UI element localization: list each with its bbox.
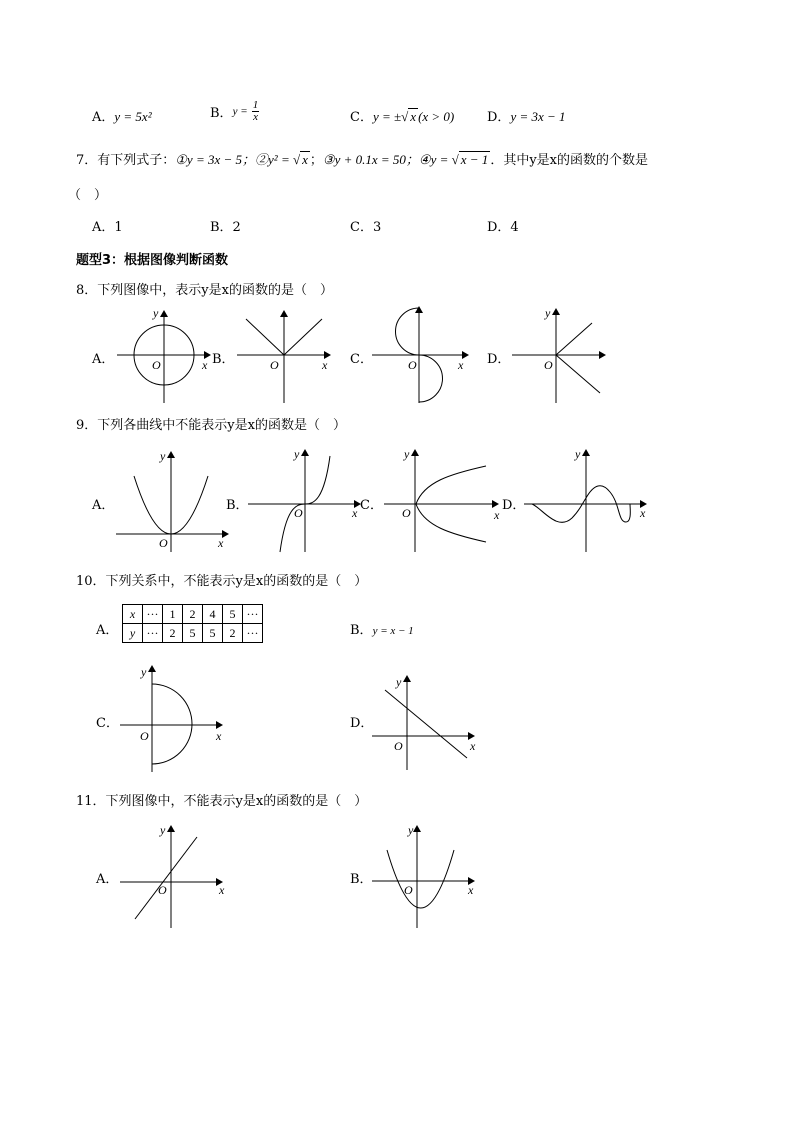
- q11-graph-a: [118, 822, 233, 930]
- q6-option-d-expr: y = 3x − 1: [510, 109, 566, 124]
- q8c-origin: O: [408, 358, 417, 372]
- q6-option-b[interactable]: [210, 100, 259, 123]
- q9a-x-label: x: [218, 536, 224, 550]
- q8-graph-a: [112, 305, 222, 405]
- q8b-origin: O: [270, 358, 279, 372]
- q6-option-b-fraction: [252, 100, 260, 123]
- q8a-origin: O: [152, 358, 161, 372]
- q8a-x-label: x: [202, 358, 208, 372]
- q11b-x-label: x: [468, 883, 474, 897]
- q6-option-a[interactable]: [92, 106, 152, 125]
- q8-option-d-label[interactable]: D．: [487, 352, 511, 367]
- q8d-origin: O: [544, 358, 553, 372]
- q9-stem: 9．下列各曲线中不能表示y是x的函数是（ ）: [76, 418, 346, 433]
- table-cell: 5: [223, 605, 243, 624]
- table-cell: 5: [183, 624, 203, 643]
- q7-stem: 7．有下列式子：①y = 3x − 5；②y² = √ x ；③y + 0.1x = 50；④y = √ x − 1 ．其中y是x的函数的个数是: [76, 152, 648, 168]
- section-heading: 题型3：根据图像判断函数: [76, 253, 229, 268]
- q11a-y-label: y: [160, 823, 166, 837]
- q7-expr-3: ③y + 0.1x = 50；: [322, 152, 419, 167]
- q9-option-d-label[interactable]: D．: [502, 498, 526, 513]
- q10-option-b-expr: y = x − 1: [372, 625, 414, 637]
- q9-graph-c: [380, 448, 500, 554]
- q7-expr-2-sep: ；: [309, 153, 323, 168]
- q9b-x-label: x: [352, 506, 358, 520]
- q9-option-c-label[interactable]: C．: [360, 498, 383, 513]
- q7-option-c[interactable]: C．3: [350, 220, 382, 235]
- q7-expr-1: ①y = 3x − 5；: [175, 152, 256, 167]
- q8a-y-label: y: [153, 306, 159, 320]
- q7-answer-paren: （ ）: [68, 188, 108, 203]
- q6-option-c-lhs: y = ±: [372, 109, 402, 124]
- q6-option-c-radicand: x: [410, 109, 417, 124]
- table-cell: ···: [243, 624, 263, 643]
- q9d-x-label: x: [640, 506, 646, 520]
- q7-tail: ．其中y是x的函数的个数是: [490, 153, 648, 168]
- q10d-y-label: y: [396, 675, 402, 689]
- q10c-x-label: x: [216, 729, 222, 743]
- q8-stem: 8．下列图像中，表示y是x的函数的是（ ）: [76, 283, 333, 298]
- table-cell: y: [123, 624, 143, 643]
- q8-graph-c: [370, 305, 480, 405]
- q9b-y-label: y: [294, 447, 300, 461]
- q6-option-c[interactable]: C．y = ±√ x (x > 0): [350, 109, 455, 125]
- table-cell: 2: [163, 624, 183, 643]
- q8-option-a-label[interactable]: A．: [92, 352, 115, 367]
- q6-option-c-label: C．: [350, 110, 373, 125]
- q8-graph-d: [507, 305, 617, 405]
- q6-option-c-condition: (x > 0): [418, 109, 455, 124]
- table-cell: 2: [223, 624, 243, 643]
- q10-option-d-label[interactable]: D．: [350, 716, 374, 731]
- q8-option-b-label[interactable]: B．: [212, 352, 235, 367]
- q7-option-a[interactable]: A．1: [92, 220, 123, 235]
- q6-option-d-label: D．: [487, 110, 511, 125]
- q9a-y-label: y: [160, 449, 166, 463]
- q7-expr-4-radicand: x − 1: [460, 152, 489, 167]
- table-cell: ···: [143, 624, 163, 643]
- q6-option-b-denominator: x: [253, 111, 258, 123]
- q7-expr-2-radicand: x: [302, 152, 308, 167]
- q9-option-b-label[interactable]: B．: [226, 498, 249, 513]
- table-cell: 1: [163, 605, 183, 624]
- q8d-y-label: y: [545, 306, 551, 320]
- q7-option-b[interactable]: B．2: [210, 220, 241, 235]
- q9c-x-label: x: [494, 508, 500, 522]
- q10-value-table: [122, 604, 263, 643]
- table-cell: x: [123, 605, 143, 624]
- q11-option-a-label[interactable]: A．: [96, 872, 119, 887]
- q7-expr-2: ②y² =: [255, 152, 293, 167]
- q10-option-b[interactable]: [350, 619, 414, 638]
- q9-graph-b: [246, 448, 366, 554]
- q9c-origin: O: [402, 506, 411, 520]
- q10-option-a-label[interactable]: A．: [96, 623, 119, 638]
- q7-option-d[interactable]: D．4: [487, 220, 519, 235]
- q9-option-a-label[interactable]: A．: [92, 498, 115, 513]
- table-cell: 2: [183, 605, 203, 624]
- q8-option-c-label[interactable]: C．: [350, 352, 373, 367]
- q8-graph-b: [232, 305, 342, 405]
- q11-stem: 11．下列图像中，不能表示y是x的函数的是（ ）: [76, 794, 368, 809]
- q10d-origin: O: [394, 739, 403, 753]
- q9-graph-d: [522, 448, 652, 554]
- table-cell: ···: [143, 605, 163, 624]
- q6-option-d[interactable]: [487, 106, 566, 125]
- q10-option-c-label[interactable]: C．: [96, 716, 119, 731]
- q7-prefix: 7．有下列式子：: [76, 153, 176, 168]
- q9d-y-label: y: [575, 447, 581, 461]
- q6-option-a-expr: y = 5x²: [114, 109, 152, 124]
- q11b-y-label: y: [408, 823, 414, 837]
- q8c-x-label: x: [458, 358, 464, 372]
- table-cell: 5: [203, 624, 223, 643]
- q10-stem: 10．下列关系中，不能表示y是x的函数的是（ ）: [76, 574, 368, 589]
- table-row: [123, 624, 263, 643]
- q9-graph-a: [114, 448, 234, 554]
- q9c-y-label: y: [404, 447, 410, 461]
- q10-option-b-label: B．: [350, 623, 373, 638]
- q6-option-a-label: A．: [92, 110, 115, 125]
- q11a-x-label: x: [219, 883, 225, 897]
- q10c-origin: O: [140, 729, 149, 743]
- q6-option-b-numerator: 1: [252, 99, 259, 111]
- q11-graph-b: [370, 822, 485, 930]
- q6-option-b-label: B．: [210, 106, 233, 121]
- q10-graph-d: [370, 672, 485, 772]
- table-row: [123, 605, 263, 624]
- q9b-origin: O: [294, 506, 303, 520]
- q10-graph-c: [118, 662, 230, 774]
- q7-expr-4: ④y =: [418, 152, 452, 167]
- q8b-x-label: x: [322, 358, 328, 372]
- q11-option-b-label[interactable]: B．: [350, 872, 373, 887]
- q10d-x-label: x: [470, 739, 476, 753]
- table-cell: 4: [203, 605, 223, 624]
- table-cell: ···: [243, 605, 263, 624]
- q11a-origin: O: [158, 883, 167, 897]
- q10c-y-label: y: [141, 665, 147, 679]
- q9a-origin: O: [159, 536, 168, 550]
- q6-option-b-lhs: y =: [232, 105, 248, 118]
- q11b-origin: O: [404, 883, 413, 897]
